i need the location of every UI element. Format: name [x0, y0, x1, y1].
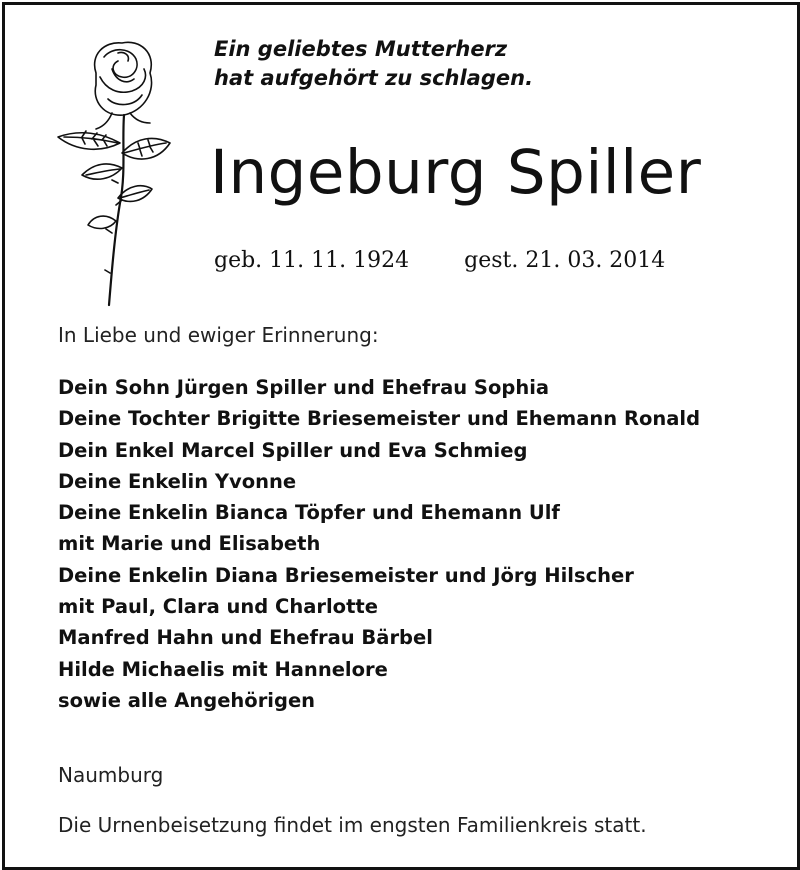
mourner-line: Dein Sohn Jürgen Spiller und Ehefrau Sophia: [58, 376, 550, 399]
mourner-line: Dein Enkel Marcel Spiller und Eva Schmieg: [58, 438, 528, 462]
mourners-list: [58, 372, 700, 716]
mourner-line: Deine Tochter Brigitte Briesemeister und Ehemann Ronald: [58, 407, 701, 431]
place: Naumburg: [58, 763, 164, 787]
mourner-line: Manfred Hahn und Ehefrau Bärbel: [58, 626, 433, 650]
mourner-line: mit Marie und Elisabeth: [58, 532, 321, 556]
mourner-line: Hilde Michaelis mit Hannelore: [58, 657, 388, 681]
deceased-name: Ingeburg Spiller: [210, 137, 702, 208]
mourner-line: sowie alle Angehörigen: [58, 688, 316, 712]
motto-line-2: hat aufgehört zu schlagen.: [214, 66, 534, 90]
life-dates: [214, 248, 665, 273]
death-date: gest. 21. 03. 2014: [464, 248, 666, 273]
mourner-line: Deine Enkelin Yvonne: [58, 469, 297, 493]
motto-line-1: Ein geliebtes Mutterherz: [214, 37, 508, 61]
mourner-line: Deine Enkelin Bianca Töpfer und Ehemann Ulf: [58, 501, 560, 525]
burial-note: Die Urnenbeisetzung findet im engsten Familienkreis statt.: [58, 813, 647, 837]
rose-icon: [52, 33, 172, 308]
intro-text: In Liebe und ewiger Erinnerung:: [58, 323, 379, 347]
obituary-notice: [2, 2, 800, 870]
mourner-line: mit Paul, Clara und Charlotte: [58, 595, 378, 619]
motto: [214, 35, 533, 93]
birth-date: geb. 11. 11. 1924: [214, 248, 410, 273]
mourner-line: Deine Enkelin Diana Briesemeister und Jörg Hilscher: [58, 563, 634, 587]
